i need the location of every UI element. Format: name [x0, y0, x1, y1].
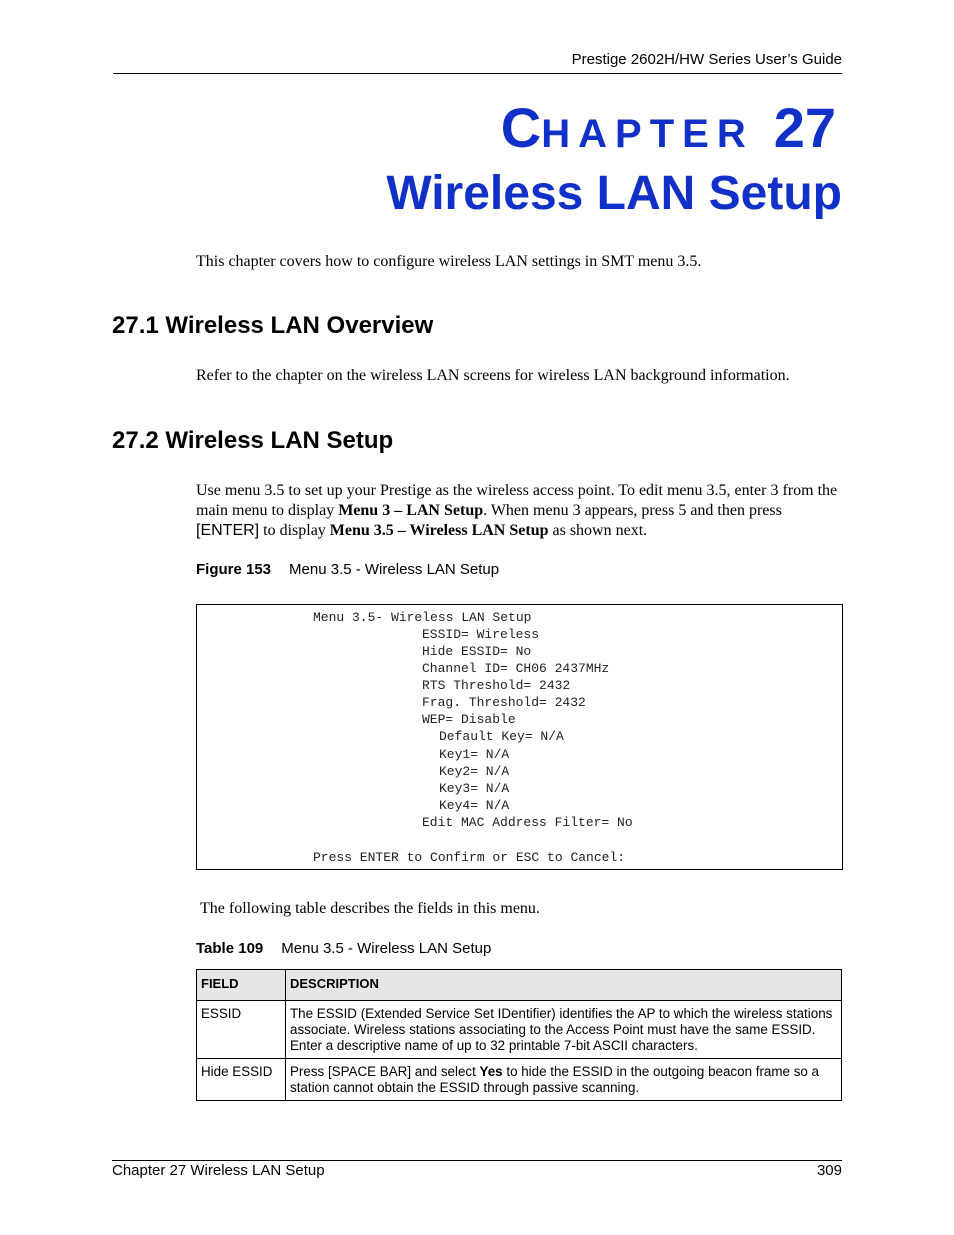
setup-text-1: Use menu 3.5 to set up your Prestige as the wireless access point. To edit menu 3.5, enter 3 from the main menu to display	[196, 482, 838, 519]
figure-caption	[196, 561, 499, 578]
menu-3-reference: Menu 3 – LAN Setup	[338, 502, 484, 519]
menu-line-rts: RTS Threshold= 2432	[422, 678, 571, 693]
field-cell: ESSID	[197, 1001, 286, 1059]
setup-text-2: . When menu 3 appears, press 5 and then press	[483, 502, 782, 519]
chapter-label-initial: C	[500, 96, 542, 159]
page-number: 309	[816, 1162, 842, 1179]
menu-line-hide-essid: Hide ESSID= No	[422, 644, 532, 659]
chapter-label-rest: HAPTER	[541, 112, 754, 156]
column-header-field: FIELD	[197, 970, 286, 1001]
field-cell: Hide ESSID	[197, 1059, 286, 1101]
menu-title-line: Menu 3.5- Wireless LAN Setup	[313, 610, 532, 625]
running-header: Prestige 2602H/HW Series User’s Guide	[571, 51, 842, 68]
chapter-label	[500, 96, 836, 159]
table-caption	[196, 940, 491, 957]
menu-prompt-line: Press ENTER to Confirm or ESC to Cancel:	[313, 850, 626, 865]
figure-title: Menu 3.5 - Wireless LAN Setup	[289, 561, 500, 578]
footer-chapter-reference: Chapter 27 Wireless LAN Setup	[112, 1162, 325, 1179]
menu-line-key4: Key4= N/A	[439, 798, 510, 813]
setup-paragraph	[196, 481, 844, 541]
table-intro-paragraph: The following table describes the fields in this menu.	[200, 900, 540, 917]
description-text: Press [SPACE BAR] and select	[290, 1064, 480, 1079]
menu-line-mac-filter: Edit MAC Address Filter= No	[422, 815, 633, 830]
menu-line-essid: ESSID= Wireless	[422, 627, 540, 642]
table-label: Table 109	[196, 940, 264, 957]
column-header-description: DESCRIPTION	[286, 970, 842, 1001]
smt-menu-screen	[196, 604, 843, 870]
section-heading-setup: 27.2 Wireless LAN Setup	[112, 427, 394, 454]
fields-table	[196, 969, 842, 1101]
menu-line-channel: Channel ID= CH06 2437MHz	[422, 661, 610, 676]
menu-line-wep: WEP= Disable	[422, 712, 516, 727]
chapter-title: Wireless LAN Setup	[386, 167, 842, 220]
menu-line-default-key: Default Key= N/A	[439, 729, 564, 744]
menu-line-key2: Key2= N/A	[439, 764, 510, 779]
menu-line-key1: Key1= N/A	[439, 747, 510, 762]
description-text: to hide the ESSID in the outgoing beacon frame so a station cannot obtain the ESSID through passive scanning.	[290, 1064, 819, 1095]
enter-key-reference: [ENTER]	[196, 522, 260, 539]
menu-line-frag: Frag. Threshold= 2432	[422, 695, 586, 710]
table-row	[197, 1001, 842, 1059]
chapter-number: 27	[773, 96, 836, 159]
section-heading-overview: 27.1 Wireless LAN Overview	[112, 312, 434, 339]
menu-line-key3: Key3= N/A	[439, 781, 510, 796]
header-rule	[113, 73, 842, 74]
menu-3-5-reference: Menu 3.5 – Wireless LAN Setup	[329, 522, 549, 539]
setup-text-4: as shown next.	[548, 522, 648, 539]
table-header-row	[197, 970, 842, 1001]
footer-rule	[112, 1160, 842, 1161]
overview-paragraph: Refer to the chapter on the wireless LAN screens for wireless LAN background information.	[196, 367, 790, 384]
description-cell	[286, 1059, 842, 1101]
setup-text-3: to display	[259, 522, 330, 539]
description-cell: The ESSID (Extended Service Set IDentifier) identifies the AP to which the wireless stations associate. Wireless stations associating to the Access Point must have the same ESSID. Enter a descriptive name of up to 32 printable 7-bit ASCII characters.	[286, 1001, 842, 1059]
table-row	[197, 1059, 842, 1101]
description-emphasis: Yes	[479, 1064, 503, 1079]
figure-label: Figure 153	[196, 561, 272, 578]
intro-paragraph: This chapter covers how to configure wireless LAN settings in SMT menu 3.5.	[196, 253, 702, 270]
table-title: Menu 3.5 - Wireless LAN Setup	[281, 940, 492, 957]
